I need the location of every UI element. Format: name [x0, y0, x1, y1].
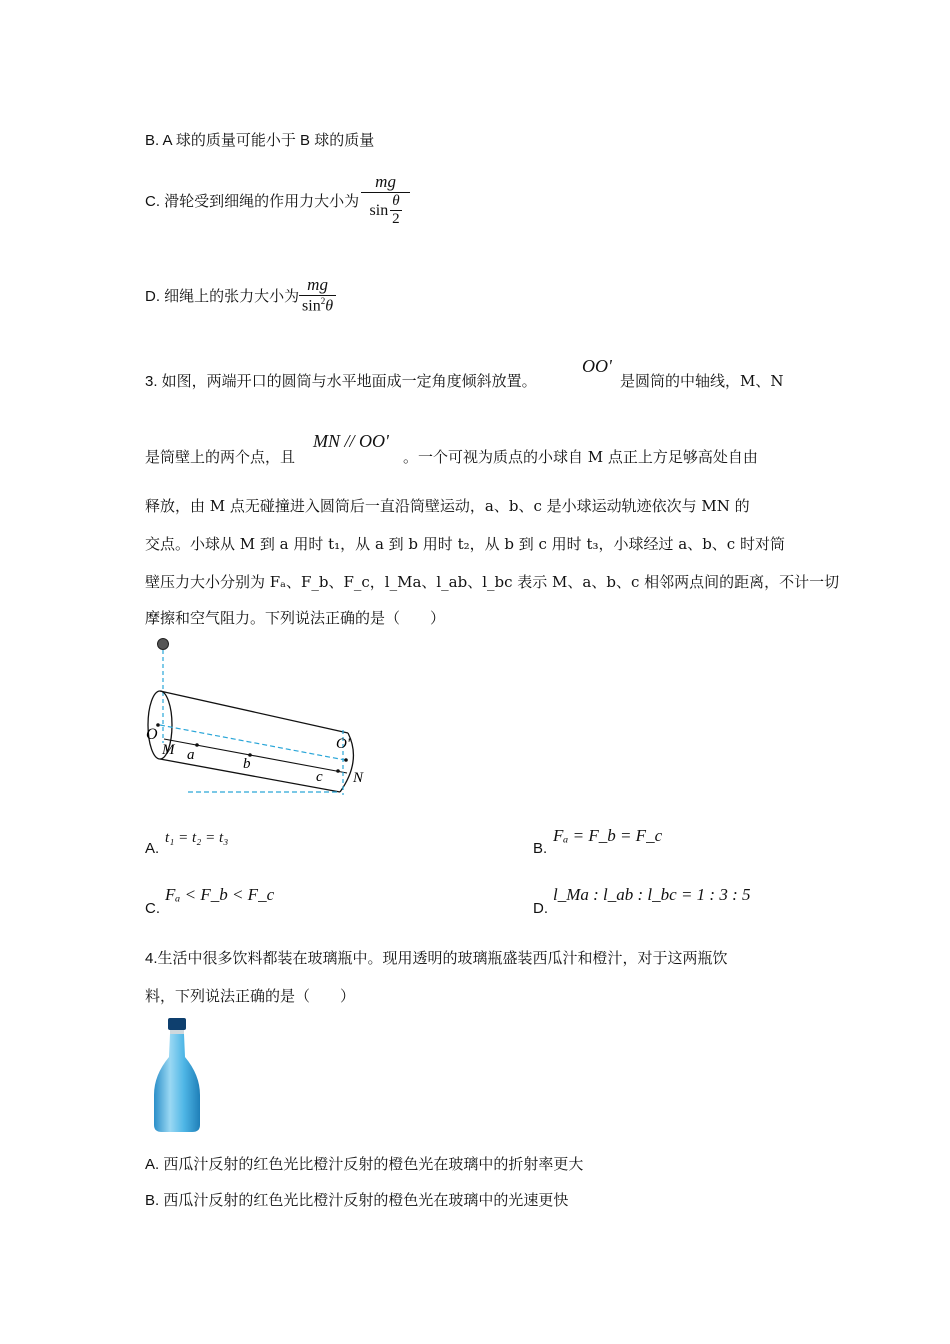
q4-line1: 4.生活中很多饮料都装在玻璃瓶中。现用透明的玻璃瓶盛装西瓜汁和橙汁，对于这两瓶饮 — [145, 950, 728, 967]
q2-option-b: B. A 球的质量可能小于 B 球的质量 — [145, 132, 375, 149]
q4-bottle-image — [150, 1015, 210, 1135]
theta: θ — [392, 193, 400, 209]
sin-text: sin — [369, 201, 389, 219]
q2-option-c-text: C. 滑轮受到细绳的作用力大小为 — [145, 192, 360, 210]
q2-option-c-fraction — [361, 172, 410, 228]
theta: θ — [325, 297, 334, 315]
q4-line2: 料，下列说法正确的是（ ） — [145, 987, 356, 1005]
q2-option-c — [145, 165, 410, 235]
point-c — [336, 769, 340, 773]
q3-line6: 摩擦和空气阻力。下列说法正确的是（ ） — [145, 609, 446, 627]
q3-option-a-math: t₁ = t₂ = t₃ — [165, 830, 229, 846]
q3-option-a-label: A. — [145, 840, 160, 857]
cylinder-top-edge — [160, 691, 348, 733]
label-a: a — [187, 747, 195, 763]
q3-line2-end: 。一个可视为质点的小球自 M 点正上方足够高处自由 — [403, 448, 758, 466]
sin-text: sin — [302, 297, 321, 315]
two: 2 — [392, 211, 400, 227]
q4-option-b: B. 西瓜汁反射的红色光比橙汁反射的橙色光在玻璃中的光速更快 — [145, 1192, 569, 1209]
q2-option-d — [145, 270, 336, 320]
q3-line1 — [145, 370, 537, 391]
bottle-ring — [170, 1030, 184, 1034]
q3-line4: 交点。小球从 M 到 a 用时 t₁，从 a 到 b 用时 t₂，从 b 到 c 用时 t₃，小球经过 a、b、c 时对筒 — [145, 535, 785, 553]
q3-option-b-math: Fₐ = F_b = F_c — [553, 826, 663, 845]
q3-line2-start: 是筒壁上的两个点，且 — [145, 448, 296, 466]
q3-option-d-math: l_Ma : l_ab : l_bc = 1 : 3 : 5 — [553, 885, 751, 904]
fraction-numerator: mg — [361, 172, 410, 193]
q3-line5: 壁压力大小分别为 Fₐ、F_b、F_c，l_Ma、l_ab、l_bc 表示 M、a、b、c 相邻两点间的距离，不计一切 — [145, 573, 840, 591]
label-b: b — [243, 756, 251, 772]
q3-cylinder-figure — [140, 635, 380, 800]
label-o: O — [146, 726, 158, 743]
q3-option-b-label: B. — [533, 840, 548, 857]
q3-option-d-label: D. — [533, 900, 548, 917]
bottle-body-icon — [154, 1034, 200, 1132]
q3-option-c-label: C. — [145, 900, 160, 917]
label-n: N — [353, 770, 364, 786]
point-o-prime — [344, 758, 348, 762]
ball-icon — [158, 639, 169, 650]
point-a — [195, 743, 199, 747]
q3-line1-end: 是圆筒的中轴线，M、N — [620, 372, 784, 390]
q3-oo-axis: OO' — [582, 356, 612, 376]
q3-line3: 释放，由 M 点无碰撞进入圆筒后一直沿筒壁运动，a、b、c 是小球运动轨迹依次与 MN 的 — [145, 497, 750, 515]
bottle-cap-icon — [168, 1018, 186, 1030]
q2-option-d-text: D. 细绳上的张力大小为 — [145, 287, 300, 305]
label-m: M — [162, 742, 175, 758]
q3-parallel-math: MN // OO' — [313, 431, 389, 451]
label-c: c — [316, 769, 323, 785]
fraction-numerator: mg — [299, 275, 336, 296]
square-exponent: 2 — [320, 295, 326, 306]
q4-option-a: A. 西瓜汁反射的红色光比橙汁反射的橙色光在玻璃中的折射率更大 — [145, 1156, 584, 1173]
q3-line1-text: 3. 如图，两端开口的圆筒与水平地面成一定角度倾斜放置。 — [145, 373, 537, 390]
label-o-prime: O' — [336, 736, 351, 752]
q3-option-c-math: Fₐ < F_b < F_c — [165, 885, 275, 904]
q2-option-d-fraction — [299, 275, 336, 315]
